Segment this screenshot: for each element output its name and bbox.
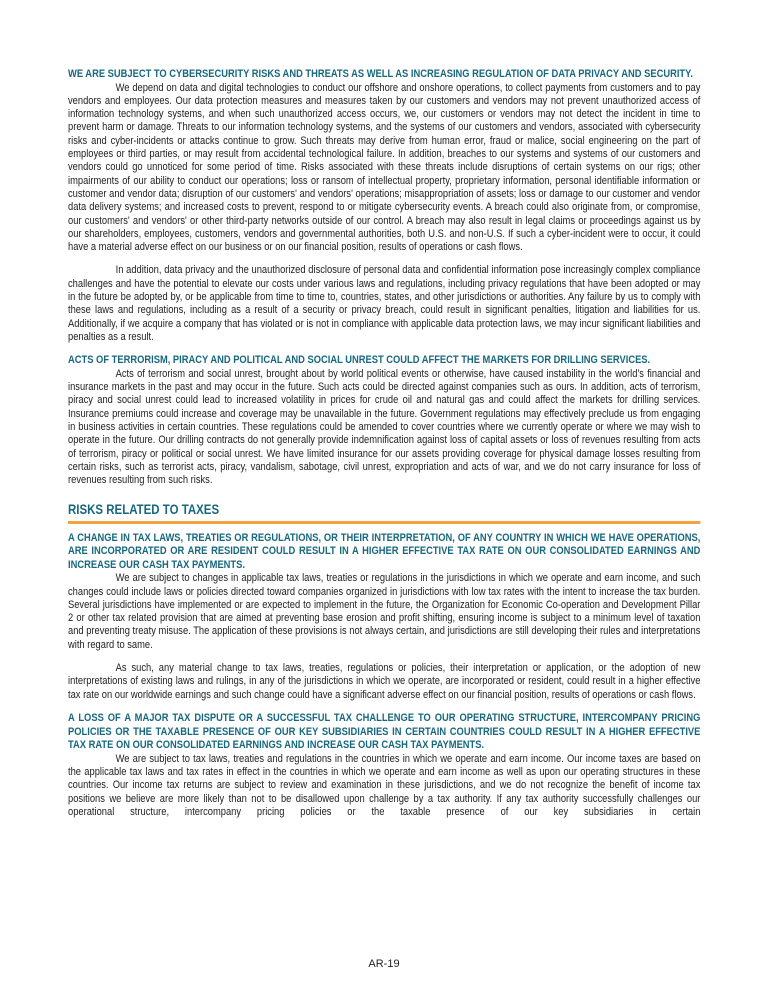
paragraph: We are subject to tax laws, treaties and regulations in the countries in which we operate and earn income. Our income taxes are based on the applicable tax laws and tax rates in effect in the countries in which we operate and earn income as well as upon our operating structures in these countries. Our income tax returns are subject to review and examination in these jurisdictions, and we do not recognize the benefit of income tax positions we believe are more likely than not to be disallowed upon challenge by a tax authority. If any tax authority successfully challenges our operational structure, intercompany pricing policies or the taxable presence of our key subsidiaries in certain	[68, 752, 701, 818]
heading-tax-laws: A CHANGE IN TAX LAWS, TREATIES OR REGULATIONS, OR THEIR INTERPRETATION, OF ANY COUNTRY IN WHICH WE HAVE OPERATIONS, ARE INCORPORATED OR ARE RESIDENT COULD RESULT IN A HIGHER EFFECTIVE TAX RATE ON OUR CONSOLIDATED EARNINGS AND INCREASE OUR CASH TAX PAYMENTS.	[68, 531, 701, 571]
paragraph: We are subject to changes in applicable tax laws, treaties or regulations in the jurisdictions in which we operate and earn income, and such changes could include laws or policies directed toward companies organized in jurisdictions with low tax rates with the intent to increase the tax burden. Several jurisdictions have implemented or are expected to implement in the future, the Organization for Economic Co-operation and Development Pillar 2 or other tax related provision that are aimed at preventing base erosion and profit shifting, ensuring income is subject to a minimum level of taxation and preventing treaty misuse. The application of these provisions is not always certain, and jurisdictions are still developing their rules and interpretations with regard to same.	[68, 572, 701, 651]
heading-terrorism: ACTS OF TERRORISM, PIRACY AND POLITICAL AND SOCIAL UNREST COULD AFFECT THE MARKETS FOR DRILLING SERVICES.	[68, 354, 651, 367]
heading-tax-dispute: A LOSS OF A MAJOR TAX DISPUTE OR A SUCCESSFUL TAX CHALLENGE TO OUR OPERATING STRUCTURE, INTERCOMPANY PRICING POLICIES OR THE TAXABLE PRESENCE OF OUR KEY SUBSIDIARIES IN CERTAIN COUNTRIES COULD RESULT IN A HIGHER EFFECTIVE TAX RATE ON OUR CONSOLIDATED EARNINGS AND INCREASE OUR CASH TAX PAYMENTS.	[68, 711, 701, 752]
section-title-taxes: RISKS RELATED TO TAXES	[68, 502, 700, 524]
page-number: AR-19	[368, 958, 400, 970]
heading-cybersecurity: WE ARE SUBJECT TO CYBERSECURITY RISKS AND THREATS AS WELL AS INCREASING REGULATION OF DATA PRIVACY AND SECURITY.	[68, 68, 693, 80]
paragraph: As such, any material change to tax laws, treaties, regulations or policies, their interpretation or application, or the adoption of new interpretations of existing laws and rulings, in any of the jurisdictions in which we operate, are incorporated or resident, could result in a higher effective tax rate on our worldwide earnings and such change could have a significant adverse effect on our financial position, results of operations or cash flows.	[68, 662, 701, 701]
paragraph: Acts of terrorism and social unrest, brought about by world political events or otherwise, have caused instability in the world's financial and insurance markets in the past and may occur in the future. Such acts could be directed against companies such as ours. In addition, acts of terrorism, piracy and social unrest could lead to increased volatility in prices for crude oil and natural gas and could affect the markets for drilling services. Insurance premiums could increase and coverage may be unavailable in the future. Government regulations may effectively preclude us from engaging in business activities in certain countries. These regulations could be amended to cover countries where we currently operate or where we may wish to operate in the future. Our drilling contracts do not generally provide indemnification against loss of capital assets or loss of revenues resulting from acts of terrorism, piracy or political or social unrest. We have limited insurance for our assets providing coverage for physical damage losses resulting from certain risks, such as terrorist acts, piracy, vandalism, sabotage, civil unrest, expropriation and acts of war, and we do not carry insurance for loss of revenues resulting from such risks.	[68, 367, 701, 487]
paragraph: We depend on data and digital technologies to conduct our offshore and onshore operations, to collect payments from customers and to pay vendors and employees. Our data protection measures and measures taken by our customers and vendors may not prevent unauthorized access of information technology systems, and when such unauthorized access occurs, we, our customers or vendors may not detect the incident in time to prevent harm or damage. Threats to our information technology systems, and the systems of our customers and vendors, associated with cybersecurity risks and cyber-incidents or attacks continue to grow. Such threats may derive from human error, fraud or malice, social engineering on the part of employees or third parties, or may result from accidental technological failure. In addition, breaches to our systems and systems of our customers and vendors could go unnoticed for some period of time. Risks associated with these threats include disruptions of certain systems on our rigs; other impairments of our ability to conduct our operations; loss or ransom of intellectual property, proprietary information, personal identifiable information or customer and vendor data; disruption of our customers' and vendors' operations; misappropriation of assets; loss or damage to our customer and vendor data delivery systems; and increased costs to prevent, respond to or mitigate cybersecurity events. A breach could also originate from, or compromise, our customers' and vendors' or other third-party networks outside of our control. A breach may also result in legal claims or proceedings against us by our shareholders, employees, customers, vendors and governmental authorities, both U.S. and non-U.S. If such a cyber-incident were to occur, it could have a material adverse effect on our business or on our financial position, results of operations or cash flows.	[68, 81, 701, 254]
document-body	[68, 68, 700, 819]
paragraph: In addition, data privacy and the unauthorized disclosure of personal data and confidential information pose increasingly complex compliance challenges and have the potential to elevate our costs under various laws and regulations, including privacy regulations that have been adopted or may in the future be adopted by, or be applicable from time to time to, countries, states, and other jurisdictions or authorities. Any failure by us to comply with these laws and regulations, including as a result of a security or privacy breach, could result in significant penalties, litigation and liabilities for us. Additionally, if we acquire a company that has violated or is not in compliance with applicable data protection laws, we may incur significant liabilities and penalties as a result.	[68, 264, 701, 343]
